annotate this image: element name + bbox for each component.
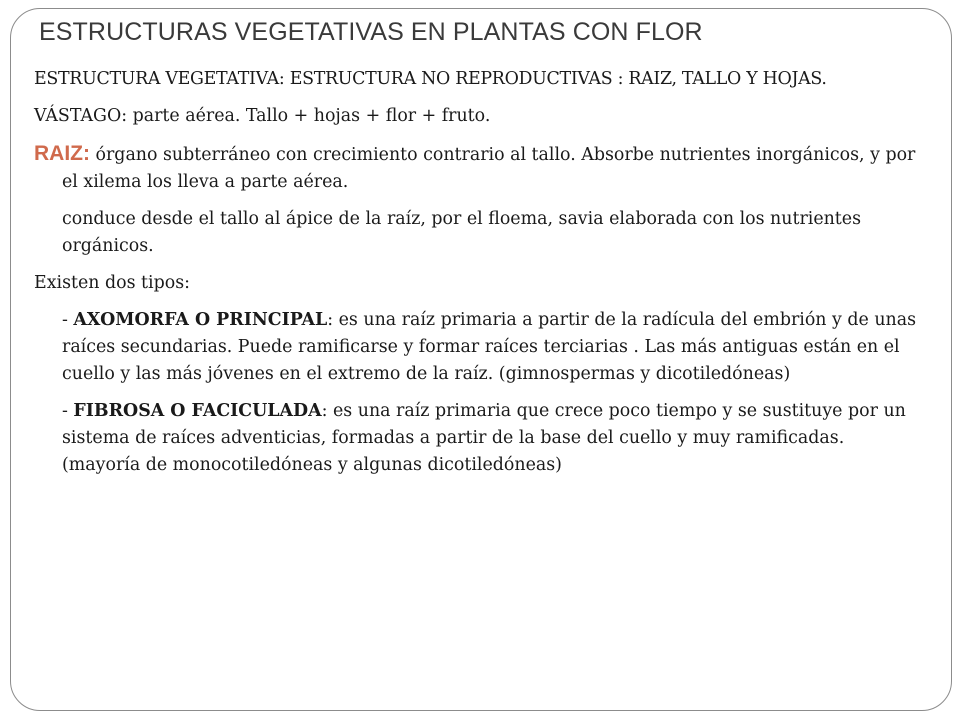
paragraph-vastago: VÁSTAGO: parte aérea. Tallo + hojas + flor + fruto. bbox=[34, 106, 491, 126]
fibrosa-prefix: - bbox=[62, 401, 74, 421]
paragraph-estructura: ESTRUCTURA VEGETATIVA: ESTRUCTURA NO REPRODUCTIVAS : RAIZ, TALLO Y HOJAS. bbox=[34, 69, 827, 89]
axomorfa-prefix: - bbox=[62, 310, 74, 330]
paragraph-existen: Existen dos tipos: bbox=[34, 273, 190, 293]
paragraph-axomorfa bbox=[0, 307, 925, 388]
raiz-text: órgano subterráneo con crecimiento contrario al tallo. Absorbe nutrientes inorgánicos, y por el xilema los lleva a parte aérea. bbox=[62, 145, 916, 192]
fibrosa-text: : es una raíz primaria que crece poco tiempo y se sustituye por un sistema de raíces adventicias, formadas a partir de la base del cuello y muy ramificadas. (mayoría de monocotiledóneas y algunas dicotiledóneas) bbox=[62, 401, 906, 475]
raiz-label: RAIZ: bbox=[34, 142, 90, 165]
slide-title: ESTRUCTURAS VEGETATIVAS EN PLANTAS CON FLOR bbox=[39, 18, 703, 46]
paragraph-fibrosa bbox=[0, 398, 925, 479]
paragraph-conduce: conduce desde el tallo al ápice de la raíz, por el floema, savia elaborada con los nutrientes orgánicos. bbox=[62, 209, 862, 256]
fibrosa-term: FIBROSA O FACICULADA bbox=[73, 401, 322, 421]
paragraph-raiz bbox=[0, 140, 925, 196]
axomorfa-text: : es una raíz primaria a partir de la radícula del embrión y de unas raíces secundarias. Puede ramificarse y formar raíces terciarias . Las más antiguas están en el cuello y las más jóvenes en el extremo de la raíz. (gimnospermas y dicotiledóneas) bbox=[62, 310, 917, 384]
axomorfa-term: AXOMORFA O PRINCIPAL bbox=[73, 310, 328, 330]
slide-body bbox=[0, 66, 960, 479]
